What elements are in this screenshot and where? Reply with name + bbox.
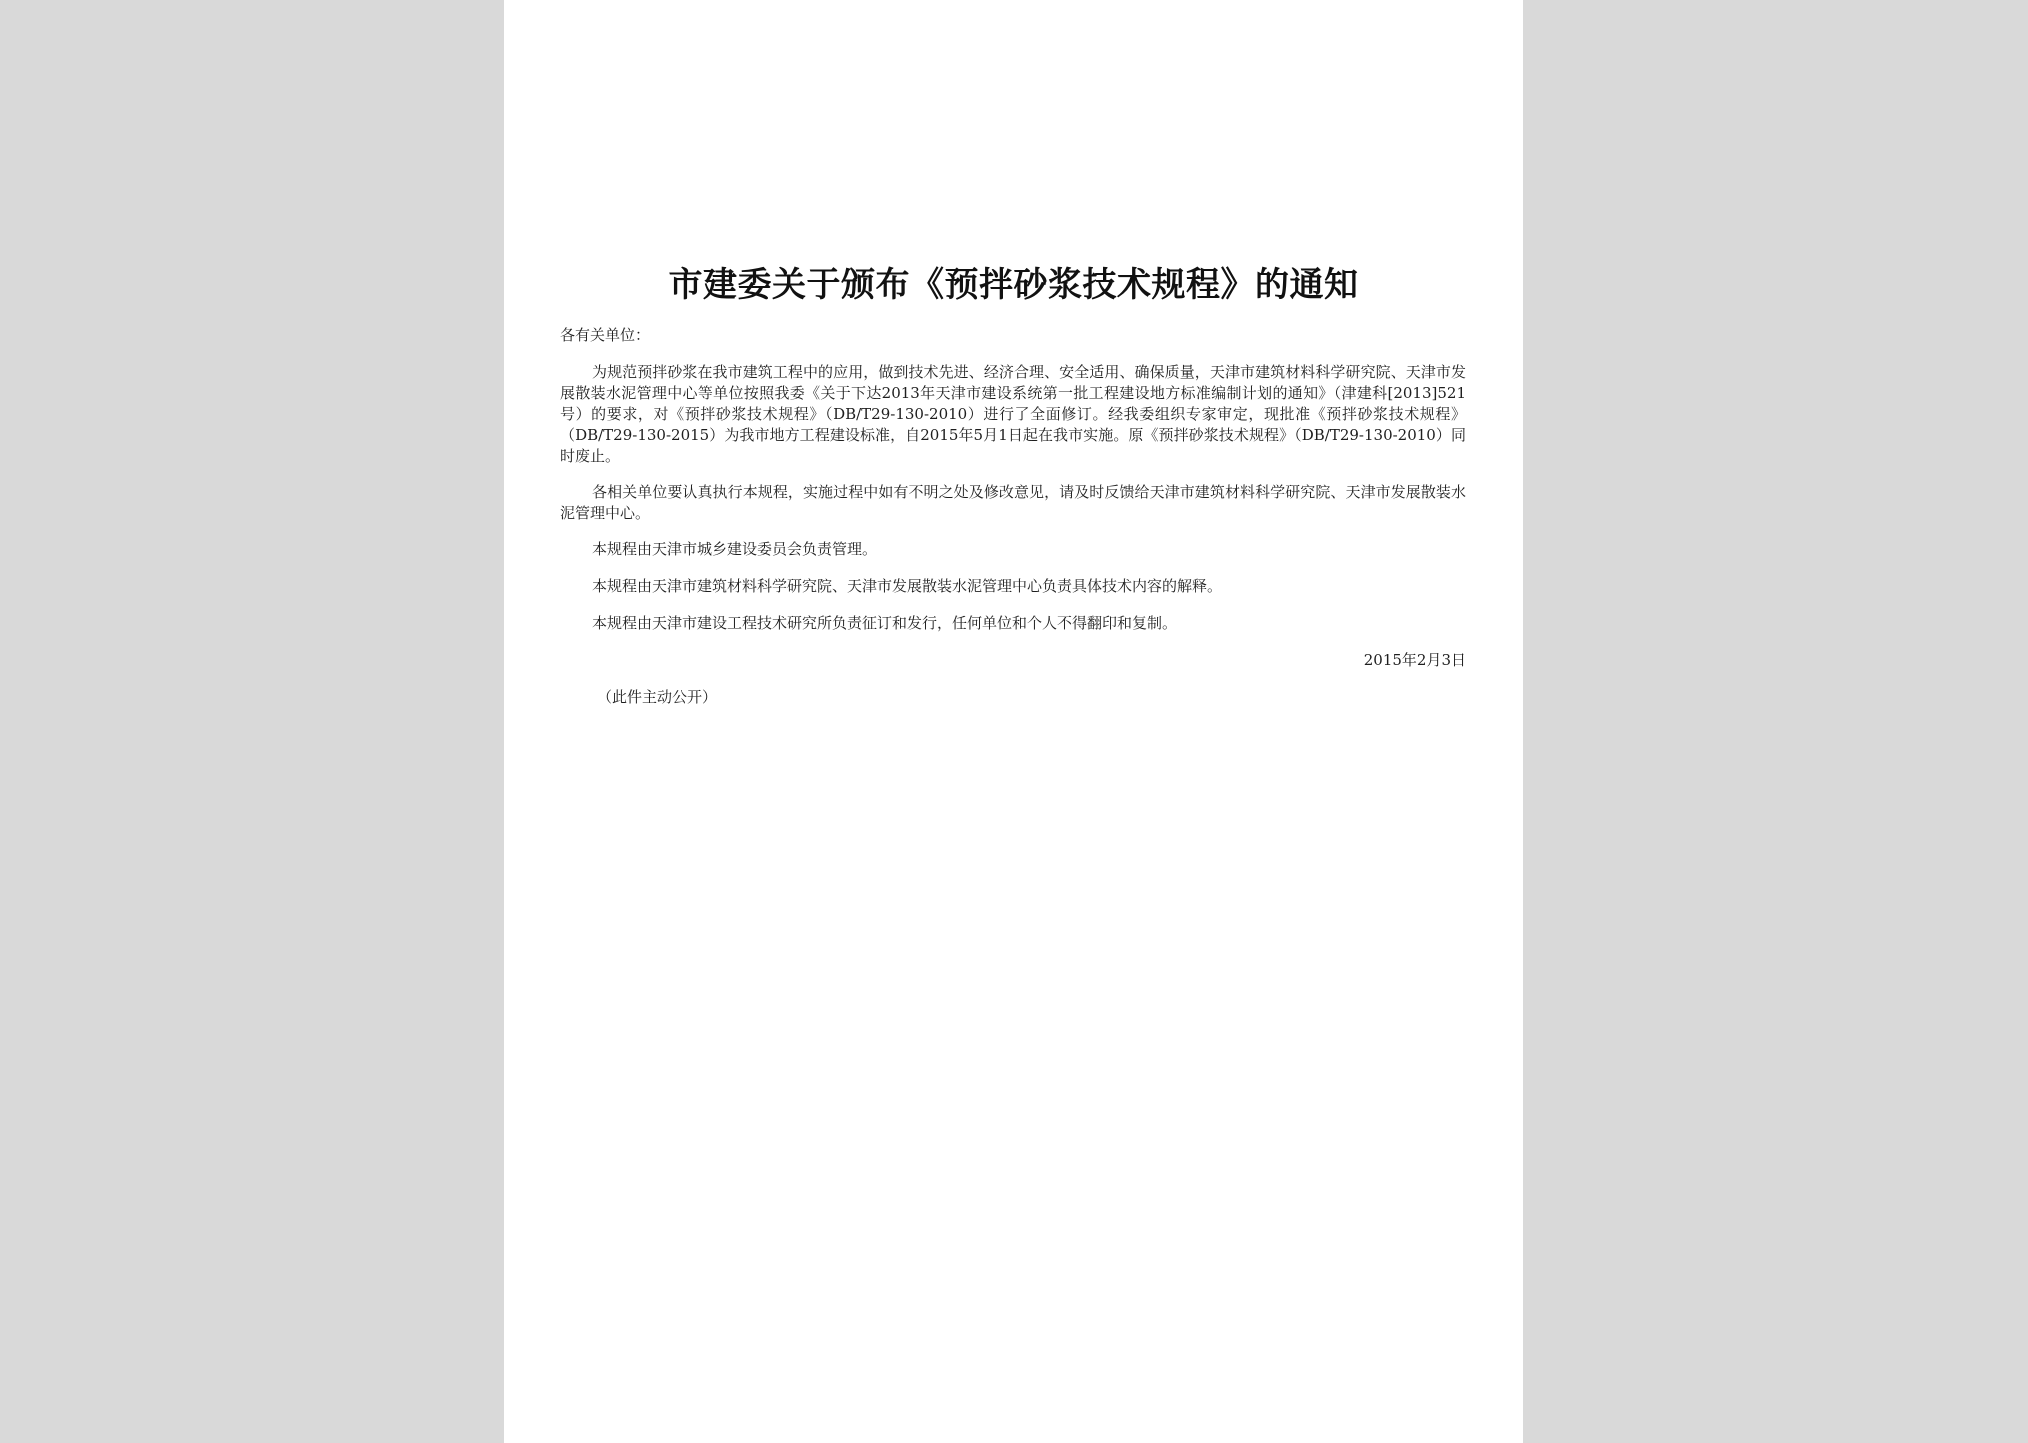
paragraph-distribution: 本规程由天津市建设工程技术研究所负责征订和发行，任何单位和个人不得翻印和复制。 <box>592 614 1178 632</box>
paragraph-feedback: 各相关单位要认真执行本规程，实施过程中如有不明之处及修改意见，请及时反馈给天津市建筑材料科学研究院、天津市发展散装水泥管理中心。 <box>560 483 1466 522</box>
document-page <box>504 0 1523 1443</box>
disclosure-note: （此件主动公开） <box>597 688 718 706</box>
paragraph-approval: 为规范预拌砂浆在我市建筑工程中的应用，做到技术先进、经济合理、安全适用、确保质量，天津市建筑材料科学研究院、天津市发展散装水泥管理中心等单位按照我委《关于下达2013年天津市建设系统第一批工程建设地方标准编制计划的通知》（津建科[2013]521号）的要求，对《预拌砂浆技术规程》（DB/T29-130-2010）进行了全面修订。经我委组织专家审定，现批准《预拌砂浆技术规程》（DB/T29-130-2015）为我市地方工程建设标准，自2015年5月1日起在我市实施。原《预拌砂浆技术规程》（DB/T29-130-2010）同时废止。 <box>560 363 1466 465</box>
paragraph-interpretation: 本规程由天津市建筑材料科学研究院、天津市发展散装水泥管理中心负责具体技术内容的解释。 <box>592 577 1223 595</box>
salutation: 各有关单位： <box>560 326 651 344</box>
document-title: 市建委关于颁布《预拌砂浆技术规程》的通知 <box>668 265 1359 305</box>
paragraph-management: 本规程由天津市城乡建设委员会负责管理。 <box>592 540 878 558</box>
document-date: 2015年2月3日 <box>1363 651 1466 669</box>
